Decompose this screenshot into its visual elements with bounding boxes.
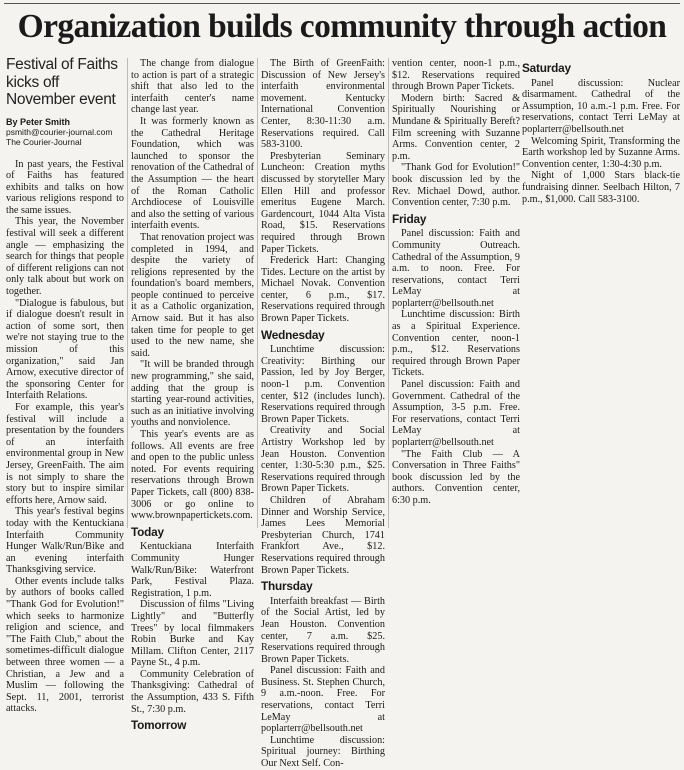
event-listing: Panel discussion: Nuclear disarmament. Cathedral of the Assumption, 10 a.m.-1 p.m. Free. For reservations, contact Terri LeMay at poplarterr@bellsouth.net bbox=[522, 77, 680, 135]
section-heading-wednesday: Wednesday bbox=[261, 327, 325, 342]
event-listing: Lunchtime discussion: Creativity: Birthing our Passion, led by Joy Berger, noon-1 p.m. Convention center, $12 (includes lunch). Reservations required through Brown Paper Tickets. bbox=[261, 344, 385, 425]
event-listing: Discussion of films "Living Lightly" and "Butterfly Trees" by local filmmakers Robin Burke and Kay Millam. Clifton Center, 2117 Payne St., 4 p.m. bbox=[131, 599, 254, 669]
paragraph: This year, the November festival will seek a different angle — emphasizing the search for things that people of different religions can not only talk about but work on together. bbox=[6, 216, 124, 298]
event-listing: Panel discussion: Faith and Business. St. Stephen Church, 9 a.m.-noon. Free. For reservations, contact Terri LeMay at poplarterr@bellsouth.net bbox=[261, 665, 385, 735]
section-heading-tomorrow: Tomorrow bbox=[131, 718, 187, 733]
section-heading-today: Today bbox=[131, 524, 164, 539]
event-listing: Lunchtime discussion: Birth as a Spiritual Experience. Convention center, noon-1 p.m., $12. Reservations required through Brown Paper Tickets. bbox=[392, 309, 520, 379]
paragraph: This year's events are as follows. All events are free and open to the public unless noted. For events requiring reservations through Brown Paper Tickets, call (800) 838-3006 or go online to www.brownpapertickets.com. bbox=[131, 429, 254, 522]
paragraph: "Dialogue is fabulous, but if dialogue doesn't result in action of some sort, then we're not staying true to the mission of this organization," said Jan Arnow, executive director of the sponsoring Center for Interfaith Relations. bbox=[6, 297, 124, 402]
article-column-1 bbox=[6, 56, 124, 715]
paragraph: "It will be branded through new programming," she said, adding that the group is starting year-round activities, such as an initiative involving youths and nonviolence. bbox=[131, 359, 254, 429]
column-divider bbox=[127, 58, 128, 528]
byline-author: By Peter Smith bbox=[6, 116, 71, 127]
event-listing: Community Celebration of Thanksgiving: Cathedral of the Assumption, 433 S. Fifth St., 7:30 p.m. bbox=[131, 668, 254, 715]
byline-email[interactable]: psmith@courier-journal.com bbox=[6, 126, 113, 137]
event-listing: Lunchtime discussion: Spiritual journey: Birthing Our Next Self. Con- bbox=[261, 734, 385, 770]
article-column-5 bbox=[522, 58, 680, 530]
column-divider bbox=[388, 58, 389, 528]
article-column-2 bbox=[131, 58, 255, 733]
event-listing: Presbyterian Seminary Luncheon: Creation myths discussed by storyteller Mary Ellen Hill and professor emeritus Eugene March. Gardencourt, 1044 Alta Vista Road, $15. Reservations required through Brown Paper Tickets. bbox=[261, 150, 385, 255]
event-listing: Interfaith breakfast — Birth of the Social Artist, led by Jean Houston. Convention center, 7 a.m. $25. Reservations required through Brown Paper Tickets. bbox=[261, 595, 385, 665]
event-listing: Kentuckiana Interfaith Community Hunger Walk/Run/Bike: Waterfront Park, Festival Plaza. Registration, 1 p.m. bbox=[131, 541, 254, 599]
event-listing: Creativity and Social Artistry Workshop led by Jean Houston. Convention center, 1:30-5:30 p.m., $25. Reservations required through Brown Paper Tickets. bbox=[261, 425, 385, 495]
event-listing: Modern birth: Sacred & Spiritually Nourishing or Mundane & Spiritually Bereft? Film screening with Suzanne Arms. Convention center, 2 p.m. bbox=[392, 92, 520, 162]
section-heading-saturday: Saturday bbox=[522, 61, 571, 75]
section-heading-thursday: Thursday bbox=[261, 579, 313, 594]
event-listing: Night of 1,000 Stars black-tie fundraising dinner. Seelbach Hilton, 7 p.m., $1,000. Call 583-3100. bbox=[522, 170, 680, 205]
paragraph: In past years, the Festival of Faiths has featured exhibits and talks on how various religions respond to the same issues. bbox=[6, 158, 124, 216]
paragraph: That renovation project was completed in 1994, and despite the variety of religions represented by the foundation's board members, people continued to perceive it as a Catholic organization, Arnow said. But it has also taken time for people to get used to the new name, she said. bbox=[131, 231, 255, 359]
paragraph: It was formerly known as the Cathedral Heritage Foundation, which was launched to sponsor the renovation of the Cathedral of the Assumption — the heart of the Roman Catholic Archdiocese of Louisville and also the setting of various interfaith events. bbox=[131, 115, 254, 232]
event-listing: Children of Abraham Dinner and Worship Service, James Lees Memorial Presbyterian Church, 1741 Frankfort Ave., $12. Reservations required through Brown Paper Tickets. bbox=[261, 494, 385, 576]
paragraph: For example, this year's festival will include a presentation by the founders of an interfaith environmental group in New Jersey, GreenFaith. The aim is not simply to share the story but to inspire similar efforts here, Arnow said. bbox=[6, 401, 124, 506]
section-heading-friday: Friday bbox=[392, 211, 427, 226]
byline bbox=[6, 117, 124, 147]
event-listing: Panel discussion: Faith and Government. Cathedral of the Assumption, 3-5 p.m. Free. For reservations, contact Terri LeMay at poplarterr@bellsouth.net bbox=[392, 379, 520, 448]
event-listing: Frederick Hart: Changing Tides. Lecture on the artist by Michael Novak. Convention center, 6 p.m., $17. Reservations required through Brown Paper Tickets. bbox=[261, 255, 385, 325]
paragraph: The change from dialogue to action is part of a strategic shift that also led to the interfaith center's name change last year. bbox=[131, 58, 254, 116]
event-listing: The Birth of GreenFaith: Discussion of New Jersey's interfaith environmental movement. Kentucky International Convention Center, 8:30-11:30 a.m. Reservations required. Call 583-3100. bbox=[261, 58, 385, 151]
event-listing: Welcoming Spirit, Transforming the Earth workshop led by Suzanne Arms. Convention center, 1:30-4:30 p.m. bbox=[522, 135, 680, 170]
article-column-4 bbox=[392, 58, 520, 530]
event-listing: vention center, noon-1 p.m., $12. Reservations required through Brown Paper Tickets. bbox=[392, 58, 520, 93]
headline: Organization builds community through action bbox=[17, 8, 667, 45]
event-listing: "The Faith Club — A Conversation in Three Faiths" book discussion led by the authors. Convention center, 6:30 p.m. bbox=[392, 448, 520, 506]
column-divider bbox=[257, 58, 258, 528]
article-column-3 bbox=[261, 58, 385, 770]
paragraph: Other events include talks by authors of books called "Thank God for Evolution!" which seeks to harmonize religion and science, and "The Faith Club," about the sometimes-difficult dialogue between three women — a Christian, a Jew and a Muslim — following the Sept. 11, 2001, terrorist attacks. bbox=[6, 575, 124, 715]
kicker-headline: Festival of Faiths kicks off November event bbox=[6, 56, 118, 108]
paragraph: This year's festival begins today with the Kentuckiana Interfaith Community Hunger Walk/Run/Bike and an evening interfaith Thanksgiving service. bbox=[6, 506, 124, 576]
event-listing: Panel discussion: Faith and Community Outreach. Cathedral of the Assumption, 9 a.m. to noon. Free. For reservations, contact Terri LeMay at poplarterr@bellsouth.net bbox=[392, 228, 520, 309]
event-listing: "Thank God for Evolution!" book discussion led by the Rev. Michael Dowd, author. Convention center, 7:30 p.m. bbox=[392, 162, 520, 209]
byline-outlet: The Courier-Journal bbox=[6, 136, 82, 147]
